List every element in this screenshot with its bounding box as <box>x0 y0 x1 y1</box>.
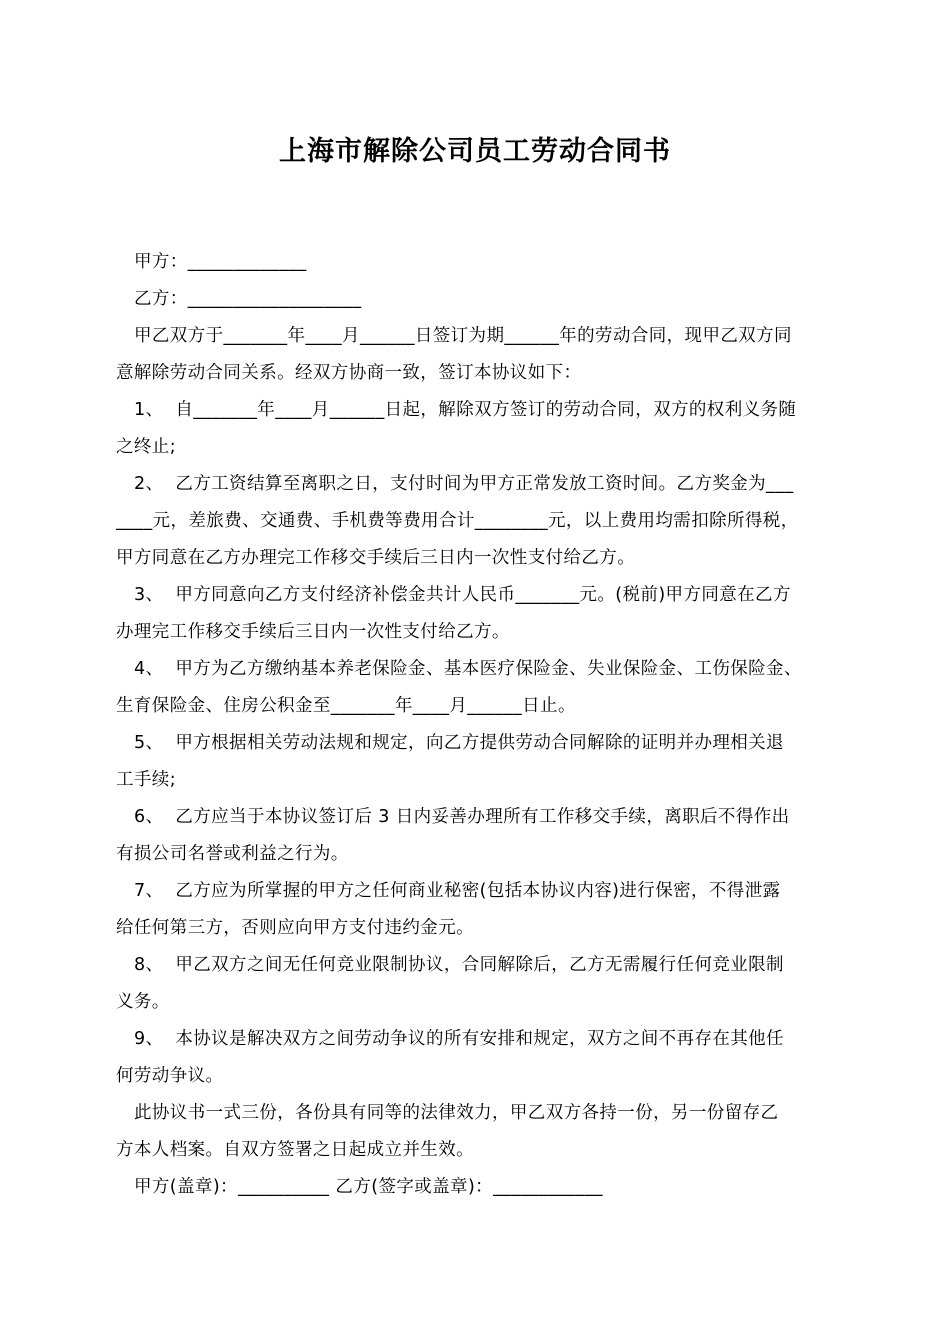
document-line: 工手续; <box>116 770 176 790</box>
document-line: 意解除劳动合同关系。经双方协商一致，签订本协议如下： <box>116 363 582 383</box>
document-line: 6、 乙方应当于本协议签订后 3 日内妥善办理所有工作移交手续，离职后不得作出 <box>134 807 790 827</box>
document-line: 给任何第三方，否则应向甲方支付违约金元。 <box>116 918 474 938</box>
document-line: 7、 乙方应为所掌握的甲方之任何商业秘密(包括本协议内容)进行保密，不得泄露 <box>134 881 781 901</box>
document-line: 之终止; <box>116 437 176 457</box>
document-line: 办理完工作移交手续后三日内一次性支付给乙方。 <box>116 622 510 642</box>
document-line: 方本人档案。自双方签署之日起成立并生效。 <box>116 1140 474 1160</box>
document-line: 乙方：___________________ <box>134 289 362 309</box>
document-line: 1、 自_______年____月______日起，解除双方签订的劳动合同，双方的权利义务随 <box>134 400 797 420</box>
document-line: 有损公司名誉或利益之行为。 <box>116 844 349 864</box>
document-line: 2、 乙方工资结算至离职之日，支付时间为甲方正常发放工资时间。乙方奖金为___ <box>134 474 794 494</box>
document-line: 甲乙双方于_______年____月______日签订为期______年的劳动合同，现甲乙双方同 <box>134 326 792 346</box>
document-line: 义务。 <box>116 992 170 1012</box>
document-line: 生育保险金、住房公积金至_______年____月______日止。 <box>116 696 576 716</box>
document-line: 3、 甲方同意向乙方支付经济补偿金共计人民币_______元。(税前)甲方同意在乙方 <box>134 585 791 605</box>
document-title: 上海市解除公司员工劳动合同书 <box>279 136 671 167</box>
document-line: 甲方(盖章)：__________ 乙方(签字或盖章)：____________ <box>134 1177 603 1197</box>
document-line: 9、 本协议是解决双方之间劳动争议的所有安排和规定，双方之间不再存在其他任 <box>134 1029 784 1049</box>
document-line: 5、 甲方根据相关劳动法规和规定，向乙方提供劳动合同解除的证明并办理相关退 <box>134 733 784 753</box>
document-line: 甲方同意在乙方办理完工作移交手续后三日内一次性支付给乙方。 <box>116 548 636 568</box>
document-line: 何劳动争议。 <box>116 1066 224 1086</box>
document-body <box>116 244 846 1206</box>
document-line: 此协议书一式三份，各份具有同等的法律效力，甲乙双方各持一份，另一份留存乙 <box>134 1103 779 1123</box>
document-line: 4、 甲方为乙方缴纳基本养老保险金、基本医疗保险金、失业保险金、工伤保险金、 <box>134 659 802 679</box>
document-line: 甲方：_____________ <box>134 252 307 272</box>
document-line: 8、 甲乙双方之间无任何竞业限制协议，合同解除后，乙方无需履行任何竞业限制 <box>134 955 784 975</box>
document-line: ____元，差旅费、交通费、手机费等费用合计________元，以上费用均需扣除所得税， <box>116 511 799 531</box>
